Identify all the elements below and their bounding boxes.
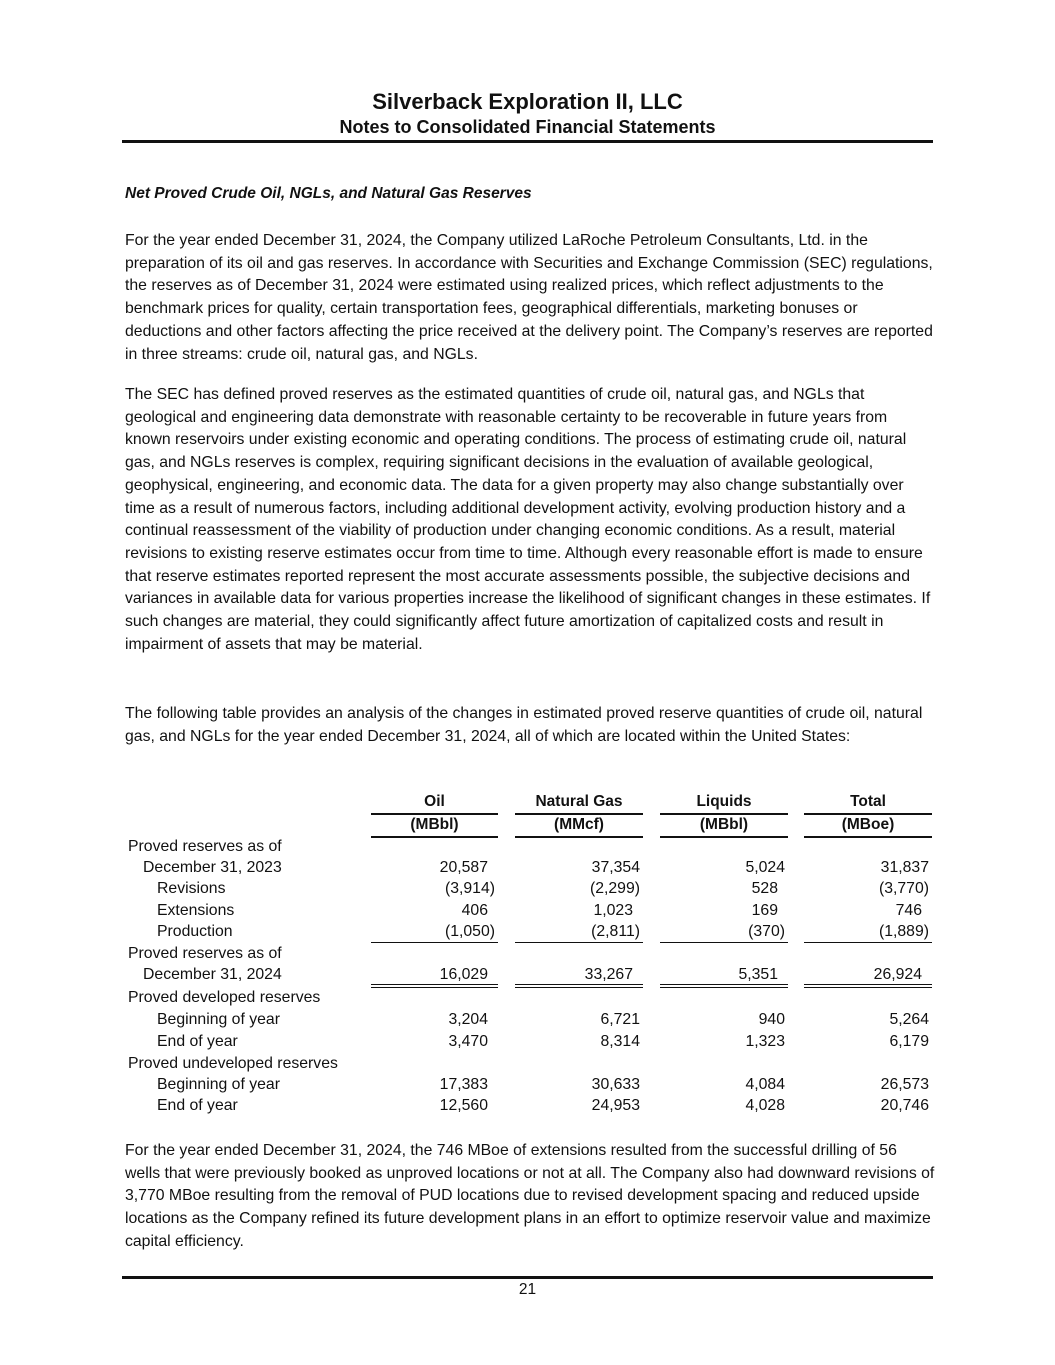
col-header-liquids: Liquids <box>660 791 788 815</box>
table-row <box>125 1074 935 1096</box>
cell-total: 5,264 <box>889 1011 929 1028</box>
cell-oil: 3,470 <box>448 1033 488 1050</box>
cell-liquids: 4,084 <box>745 1076 785 1093</box>
section-title: Net Proved Crude Oil, NGLs, and Natural Gas Reserves <box>125 185 532 202</box>
cell-natural-gas: 33,267 <box>515 964 643 988</box>
cell-oil: 16,029 <box>371 964 498 988</box>
table-row <box>125 964 935 986</box>
cell-oil: 406 <box>461 902 488 919</box>
cell-total: 20,746 <box>880 1097 929 1114</box>
cell-oil: (3,914) <box>444 880 495 897</box>
cell-total: 26,573 <box>880 1076 929 1093</box>
cell-natural-gas: 8,314 <box>600 1033 640 1050</box>
cell-liquids: 169 <box>751 902 778 919</box>
paragraph-table-intro: The following table provides an analysis of the changes in estimated proved reserve quantities of crude oil, natural gas, and NGLs for the year ended December 31, 2024, all of which are located within the United States: <box>125 705 923 745</box>
paragraph-extensions-revisions: For the year ended December 31, 2024, the 746 MBoe of extensions resulted from the successful drilling of 56 wells that were previously booked as unproved locations or not at all. The Company also had downward revisions of 3,770 MBoe resulting from the removal of PUD locations due to revised development spacing and reduced upside locations as the Company refined its future development plans in an effort to optimize reservoir value and maximize capital efficiency. <box>125 1142 935 1250</box>
col-header-total: Total <box>804 791 932 815</box>
cell-liquids: 5,024 <box>745 859 785 876</box>
col-unit-oil: (MBbl) <box>371 814 498 838</box>
footer-rule <box>122 1276 933 1279</box>
cell-natural-gas: (2,299) <box>589 880 640 897</box>
row-label: Production <box>157 923 233 940</box>
cell-natural-gas: 24,953 <box>591 1097 640 1114</box>
cell-natural-gas: 1,023 <box>593 902 633 919</box>
page-number: 21 <box>518 1281 537 1298</box>
row-label: December 31, 2024 <box>143 966 282 983</box>
row-label: End of year <box>157 1097 238 1114</box>
table-row <box>125 1095 935 1117</box>
cell-liquids: 4,028 <box>745 1097 785 1114</box>
cell-total: 26,924 <box>804 964 932 988</box>
table-header-names <box>125 791 935 813</box>
row-label: December 31, 2023 <box>143 859 282 876</box>
row-label: End of year <box>157 1033 238 1050</box>
row-label: Proved undeveloped reserves <box>128 1055 338 1072</box>
cell-oil: 17,383 <box>439 1076 488 1093</box>
table-row <box>125 878 935 900</box>
table-row <box>125 987 935 1009</box>
company-name: Silverback Exploration II, LLC <box>372 89 683 114</box>
table-row <box>125 943 935 965</box>
cell-total: (1,889) <box>804 921 932 943</box>
cell-oil: 12,560 <box>439 1097 488 1114</box>
row-label: Beginning of year <box>157 1011 280 1028</box>
cell-liquids: 940 <box>758 1011 785 1028</box>
cell-total: 746 <box>895 902 922 919</box>
row-label: Beginning of year <box>157 1076 280 1093</box>
cell-liquids: 528 <box>751 880 778 897</box>
paragraph-reserve-preparation: For the year ended December 31, 2024, the Company utilized LaRoche Petroleum Consultants, Ltd. in the preparation of its oil and gas reserves. In accordance with Securities and Exchange Commission (SEC) regulations, the reserves as of December 31, 2024 were estimated using realized prices, which reflect adjustments to the benchmark prices for quality, certain transportation fees, geographical differentials, marketing bonuses or deductions and other factors affecting the price received at the delivery point. The Company’s reserves are reported in three streams: crude oil, natural gas, and NGLs. <box>125 232 933 363</box>
cell-natural-gas: 37,354 <box>591 859 640 876</box>
cell-oil: 20,587 <box>439 859 488 876</box>
cell-total: (3,770) <box>878 880 929 897</box>
cell-natural-gas: 6,721 <box>600 1011 640 1028</box>
cell-liquids: 1,323 <box>745 1033 785 1050</box>
table-row <box>125 921 935 943</box>
row-label: Proved developed reserves <box>128 989 321 1006</box>
cell-liquids: (370) <box>660 921 788 943</box>
row-label: Extensions <box>157 902 235 919</box>
table-row <box>125 857 935 879</box>
cell-natural-gas: (2,811) <box>515 921 643 943</box>
table-row <box>125 900 935 922</box>
col-header-natural-gas: Natural Gas <box>515 791 643 815</box>
cell-liquids: 5,351 <box>660 964 788 988</box>
cell-total: 6,179 <box>889 1033 929 1050</box>
document-subtitle: Notes to Consolidated Financial Statements <box>339 117 716 137</box>
header-rule <box>122 140 933 143</box>
cell-oil: (1,050) <box>371 921 498 943</box>
cell-oil: 3,204 <box>448 1011 488 1028</box>
table-row <box>125 836 935 858</box>
cell-total: 31,837 <box>880 859 929 876</box>
col-unit-natural-gas: (MMcf) <box>515 814 643 838</box>
table-header-units <box>125 814 935 836</box>
col-unit-total: (MBoe) <box>804 814 932 838</box>
table-row <box>125 1009 935 1031</box>
paragraph-sec-definition: The SEC has defined proved reserves as the estimated quantities of crude oil, natural gas, and NGLs that geological and engineering data demonstrate with reasonable certainty to be recoverable in future years from known reservoirs under existing economic and operating conditions. The process of estimating crude oil, natural gas, and NGLs reserves is complex, requiring significant decisions in the evaluation of available geological, geophysical, engineering, and economic data. The data for a given property may also change substantially over time as a result of numerous factors, including additional development activity, evolving production history and a continual reassessment of the viability of production under changing economic conditions. As a result, material revisions to existing reserve estimates occur from time to time. Although every reasonable effort is made to ensure that reserve estimates reported represent the most accurate assessments possible, the subjective decisions and variances in available data for various properties increase the likelihood of significant changes in these estimates. If such changes are material, they could significantly affect future amortization of capitalized costs and result in impairment of assets that may be material. <box>125 386 931 653</box>
table-row <box>125 1031 935 1053</box>
table-row <box>125 1053 935 1075</box>
col-unit-liquids: (MBbl) <box>660 814 788 838</box>
col-header-oil: Oil <box>371 791 498 815</box>
row-label: Proved reserves as of <box>128 945 282 962</box>
cell-natural-gas: 30,633 <box>591 1076 640 1093</box>
document-header <box>122 88 933 138</box>
row-label: Revisions <box>157 880 226 897</box>
row-label: Proved reserves as of <box>128 838 282 855</box>
